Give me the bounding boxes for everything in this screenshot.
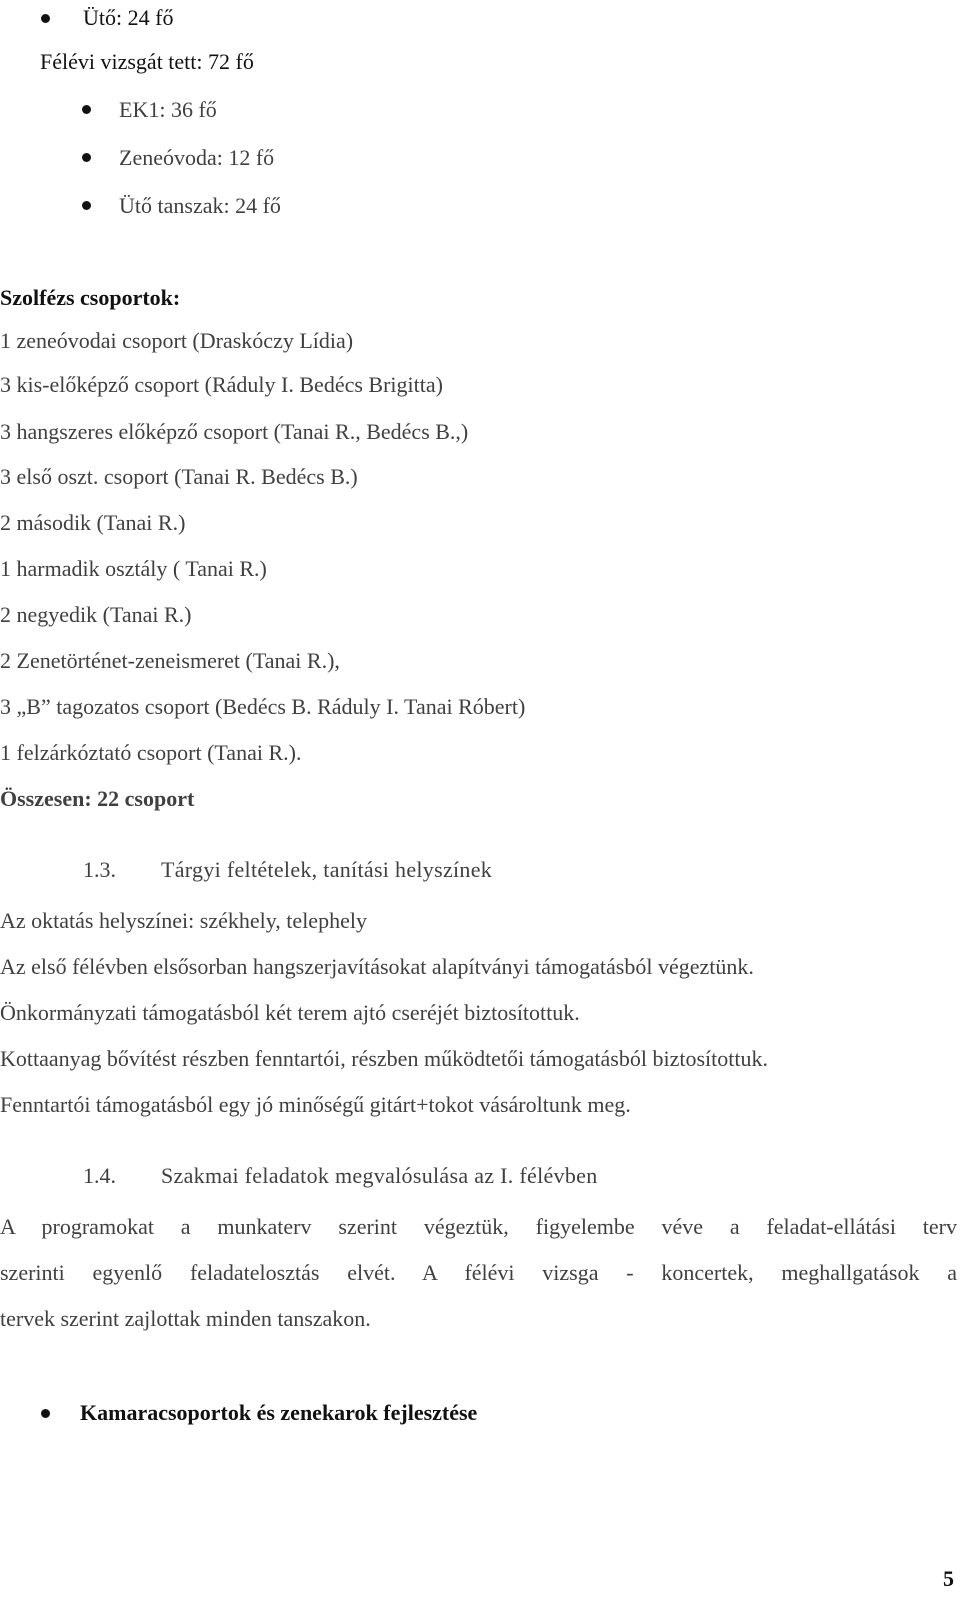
section-1-3-line: Az oktatás helyszínei: székhely, telephely (0, 908, 367, 933)
bottom-bullet-text: Kamaracsoportok és zenekarok fejlesztése (80, 1400, 478, 1425)
section-1-3-number: 1.3. (83, 857, 116, 882)
exam-item: Ütő tanszak: 24 fő (119, 193, 281, 218)
solfege-line: 2 második (Tanai R.) (0, 510, 186, 535)
section-1-3-line: Az első félévben elsősorban hangszerjavításokat alapítványi támogatásból végeztünk. (0, 954, 754, 979)
bullet-icon (82, 105, 91, 114)
page-number: 5 (943, 1566, 954, 1591)
solfege-line: 1 zeneóvodai csoport (Draskóczy Lídia) (0, 328, 354, 353)
section-1-4-number: 1.4. (83, 1163, 116, 1188)
bullet-icon (82, 153, 91, 162)
solfege-line: 2 negyedik (Tanai R.) (0, 602, 192, 627)
solfege-line: 3 első oszt. csoport (Tanai R. Bedécs B.) (0, 464, 358, 489)
section-1-3-line: Önkormányzati támogatásból két terem ajtó cseréjét biztosítottuk. (0, 1000, 580, 1025)
solfege-line: 3 kis-előképző csoport (Ráduly I. Bedécs Brigitta) (0, 372, 443, 397)
solfege-line: 3 „B” tagozatos csoport (Bedécs B. Ráduly I. Tanai Róbert) (0, 694, 526, 719)
section-1-4-paragraph-line: szerinti egyenlő feladatelosztás elvét. A félévi vizsga - koncertek, meghallgatások a (0, 1260, 957, 1285)
top-bullet-text: Ütő: 24 fő (83, 5, 174, 30)
exam-item: EK1: 36 fő (119, 97, 217, 122)
section-1-3-line: Kottaanyag bővítést részben fenntartói, részben működtetői támogatásból biztosítottuk. (0, 1046, 768, 1071)
solfege-total: Összesen: 22 csoport (0, 786, 195, 811)
section-1-4-title: Szakmai feladatok megvalósulása az I. félévben (161, 1163, 598, 1188)
section-1-4-paragraph-line: tervek szerint zajlottak minden tanszakon. (0, 1306, 371, 1331)
solfege-heading: Szolfézs csoportok: (0, 285, 181, 310)
exam-heading: Félévi vizsgát tett: 72 fő (40, 49, 254, 74)
section-1-3-line: Fenntartói támogatásból egy jó minőségű gitárt+tokot vásároltunk meg. (0, 1092, 631, 1117)
solfege-line: 3 hangszeres előképző csoport (Tanai R., Bedécs B.,) (0, 419, 469, 444)
bullet-icon (41, 1409, 50, 1418)
section-1-4-paragraph-line: A programokat a munkaterv szerint végeztük, figyelembe véve a feladat-ellátási terv (0, 1214, 957, 1239)
exam-item: Zeneóvoda: 12 fő (119, 145, 275, 170)
bullet-icon (82, 201, 91, 210)
solfege-line: 2 Zenetörténet-zeneismeret (Tanai R.), (0, 648, 340, 673)
solfege-line: 1 harmadik osztály ( Tanai R.) (0, 556, 267, 581)
section-1-3-title: Tárgyi feltételek, tanítási helyszínek (161, 857, 493, 882)
solfege-line: 1 felzárkóztató csoport (Tanai R.). (0, 740, 302, 765)
bullet-icon (41, 14, 50, 23)
